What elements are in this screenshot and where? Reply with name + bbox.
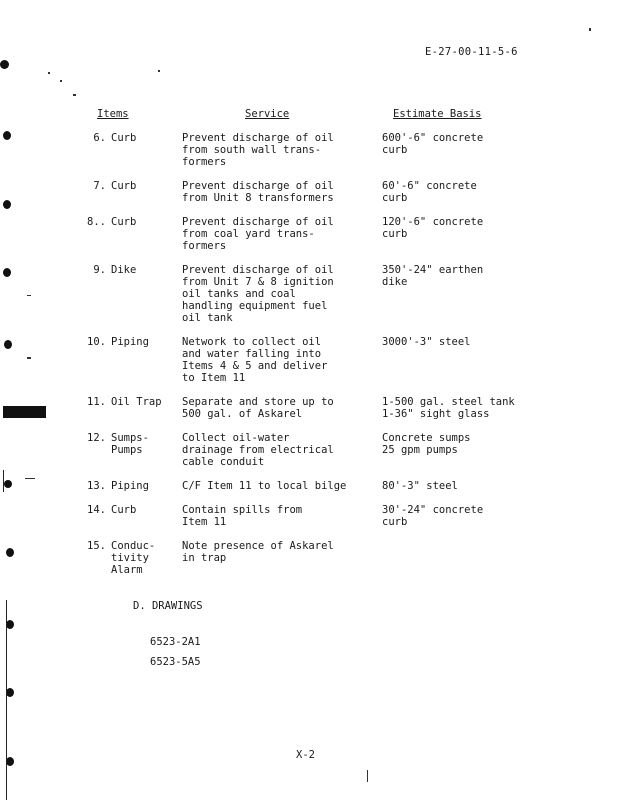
item-name bbox=[111, 540, 177, 576]
estimate-basis-line: 600'-6" concrete bbox=[382, 132, 484, 144]
estimate-basis-line: 3000'-3" steel bbox=[382, 336, 471, 348]
item-name-line: Sumps- bbox=[111, 432, 149, 444]
service-description bbox=[182, 396, 372, 420]
service-description-line: cable conduit bbox=[182, 456, 265, 468]
service-description-line: Item 11 bbox=[182, 516, 227, 528]
binder-hole-mark bbox=[4, 480, 12, 488]
binder-hole-mark bbox=[6, 757, 14, 766]
item-name-line: Curb bbox=[111, 504, 137, 516]
estimate-basis-line: 1-36" sight glass bbox=[382, 408, 490, 420]
estimate-basis-line: 80'-3" steel bbox=[382, 480, 458, 492]
item-name bbox=[111, 132, 177, 144]
item-number: 10. bbox=[87, 336, 106, 348]
drawing-number: 6523-2A1 bbox=[150, 636, 201, 648]
item-number: 8.. bbox=[87, 216, 106, 228]
item-number: 15. bbox=[87, 540, 106, 552]
estimate-basis bbox=[382, 264, 572, 288]
item-name bbox=[111, 396, 177, 408]
service-description-line: and water falling into bbox=[182, 348, 322, 360]
service-description-line: from Unit 7 & 8 ignition bbox=[182, 276, 334, 288]
estimate-basis-line: curb bbox=[382, 228, 408, 240]
estimate-basis bbox=[382, 504, 572, 528]
estimate-basis-line: curb bbox=[382, 516, 408, 528]
scan-speck bbox=[27, 295, 31, 296]
item-number: 12. bbox=[87, 432, 106, 444]
binder-hole-mark bbox=[3, 268, 11, 277]
redaction-bar bbox=[3, 406, 46, 418]
service-description-line: Prevent discharge of oil bbox=[182, 180, 334, 192]
estimate-basis-line: 120'-6" concrete bbox=[382, 216, 484, 228]
scan-speck bbox=[48, 72, 50, 74]
item-number: 7. bbox=[93, 180, 106, 192]
item-name bbox=[111, 504, 177, 516]
item-name bbox=[111, 216, 177, 228]
service-description bbox=[182, 180, 372, 204]
estimate-basis bbox=[382, 180, 572, 204]
service-description-line: oil tank bbox=[182, 312, 233, 324]
service-description-line: from Unit 8 transformers bbox=[182, 192, 334, 204]
item-number: 9. bbox=[93, 264, 106, 276]
item-name-line: Alarm bbox=[111, 564, 143, 576]
item-name-line: Curb bbox=[111, 180, 137, 192]
estimate-basis bbox=[382, 336, 572, 348]
item-name bbox=[111, 432, 177, 456]
item-name-line: Pumps bbox=[111, 444, 143, 456]
estimate-basis-line: 350'-24" earthen bbox=[382, 264, 484, 276]
estimate-basis-line: 60'-6" concrete bbox=[382, 180, 477, 192]
item-name bbox=[111, 264, 177, 276]
scan-speck bbox=[158, 70, 160, 72]
service-description bbox=[182, 540, 372, 564]
service-description bbox=[182, 504, 372, 528]
binder-hole-mark bbox=[6, 688, 14, 697]
service-description-line: from coal yard trans- bbox=[182, 228, 315, 240]
item-name-line: tivity bbox=[111, 552, 149, 564]
drawing-number: 6523-5A5 bbox=[150, 656, 201, 668]
binder-hole-mark bbox=[0, 60, 9, 69]
binder-hole-mark bbox=[3, 131, 11, 140]
drawings-heading: D. DRAWINGS bbox=[133, 600, 203, 612]
column-header-service: Service bbox=[245, 108, 290, 120]
service-description bbox=[182, 264, 372, 324]
column-header-estimate-basis: Estimate Basis bbox=[393, 108, 482, 120]
service-description-line: Network to collect oil bbox=[182, 336, 322, 348]
service-description-line: to Item 11 bbox=[182, 372, 246, 384]
estimate-basis bbox=[382, 480, 572, 492]
service-description-line: handling equipment fuel bbox=[182, 300, 328, 312]
estimate-basis bbox=[382, 216, 572, 240]
page-number: X-2 bbox=[296, 749, 315, 761]
item-name-line: Curb bbox=[111, 132, 137, 144]
service-description-line: from south wall trans- bbox=[182, 144, 322, 156]
margin-line bbox=[6, 600, 7, 800]
estimate-basis-line: Concrete sumps bbox=[382, 432, 471, 444]
service-description-line: Prevent discharge of oil bbox=[182, 264, 334, 276]
scan-speck bbox=[73, 94, 76, 96]
item-number: 14. bbox=[87, 504, 106, 516]
service-description-line: in trap bbox=[182, 552, 227, 564]
service-description bbox=[182, 480, 372, 492]
service-description bbox=[182, 132, 372, 168]
estimate-basis bbox=[382, 132, 572, 156]
estimate-basis-line: 30'-24" concrete bbox=[382, 504, 484, 516]
service-description-line: Items 4 & 5 and deliver bbox=[182, 360, 328, 372]
binder-hole-mark bbox=[6, 620, 14, 629]
scan-speck bbox=[589, 28, 591, 31]
scan-speck bbox=[367, 770, 368, 782]
binder-hole-mark bbox=[6, 548, 14, 557]
estimate-basis-line: curb bbox=[382, 192, 408, 204]
service-description-line: 500 gal. of Askarel bbox=[182, 408, 303, 420]
service-description-line: Prevent discharge of oil bbox=[182, 132, 334, 144]
item-number: 13. bbox=[87, 480, 106, 492]
service-description bbox=[182, 336, 372, 384]
item-name-line: Piping bbox=[111, 336, 149, 348]
document-id: E-27-00-11-5-6 bbox=[425, 46, 518, 58]
service-description-line: formers bbox=[182, 156, 227, 168]
service-description-line: Collect oil-water bbox=[182, 432, 290, 444]
column-header-items: Items bbox=[97, 108, 129, 120]
item-name bbox=[111, 480, 177, 492]
estimate-basis-line: dike bbox=[382, 276, 408, 288]
service-description bbox=[182, 216, 372, 252]
service-description-line: drainage from electrical bbox=[182, 444, 334, 456]
item-number: 6. bbox=[93, 132, 106, 144]
service-description-line: C/F Item 11 to local bilge bbox=[182, 480, 347, 492]
service-description-line: oil tanks and coal bbox=[182, 288, 296, 300]
scan-speck bbox=[27, 357, 31, 359]
service-description-line: Contain spills from bbox=[182, 504, 303, 516]
item-name bbox=[111, 180, 177, 192]
estimate-basis bbox=[382, 432, 572, 456]
binder-hole-mark bbox=[4, 340, 12, 349]
item-name-line: Conduc- bbox=[111, 540, 156, 552]
service-description bbox=[182, 432, 372, 468]
estimate-basis-line: curb bbox=[382, 144, 408, 156]
item-number: 11. bbox=[87, 396, 106, 408]
item-name-line: Oil Trap bbox=[111, 396, 162, 408]
scan-speck bbox=[25, 478, 35, 479]
service-description-line: Note presence of Askarel bbox=[182, 540, 334, 552]
estimate-basis bbox=[382, 396, 572, 420]
item-name-line: Curb bbox=[111, 216, 137, 228]
binder-hole-mark bbox=[3, 200, 11, 209]
service-description-line: Prevent discharge of oil bbox=[182, 216, 334, 228]
item-name-line: Dike bbox=[111, 264, 137, 276]
service-description-line: formers bbox=[182, 240, 227, 252]
margin-line bbox=[3, 470, 4, 492]
estimate-basis-line: 25 gpm pumps bbox=[382, 444, 458, 456]
estimate-basis-line: 1-500 gal. steel tank bbox=[382, 396, 515, 408]
item-name-line: Piping bbox=[111, 480, 149, 492]
service-description-line: Separate and store up to bbox=[182, 396, 334, 408]
scan-speck bbox=[60, 80, 62, 82]
item-name bbox=[111, 336, 177, 348]
